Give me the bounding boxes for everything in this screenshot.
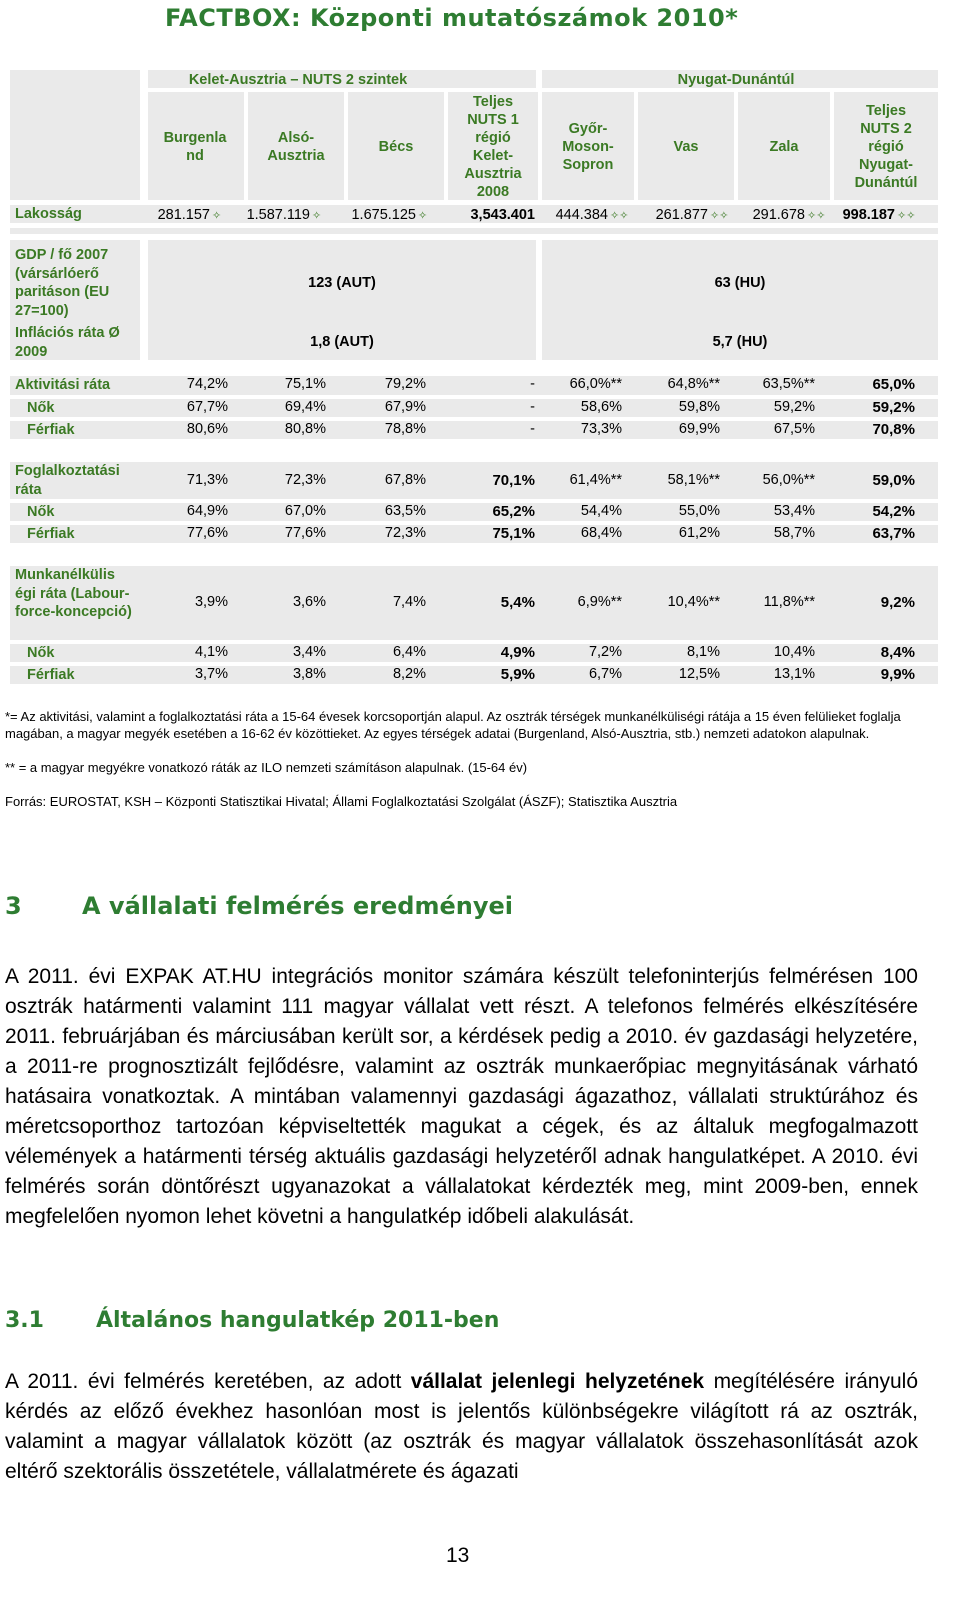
rate-value: 53,4% — [773, 503, 815, 519]
rate-value: 3,9% — [194, 594, 228, 610]
rate-value: 12,5% — [678, 666, 720, 682]
row-label-population: Lakosság — [15, 206, 82, 222]
rate-value: 73,3% — [580, 420, 622, 437]
col-header-nuts2-total: Teljes NUTS 2 régió Nyugat- Dunántúl — [854, 103, 918, 191]
footnote-1: *= Az aktivitási, valamint a foglalkoztatási ráta a 15-64 évesek korcsoportján alapul. Az osztrák térségek munkanélküliségi rátája a 15 éven felülieket foglalja magában, a magyar megyék esetében a 16-62 év közöttieket. Az egyes térségek adatai (Burgenland, Alsó-Ausztria, stb.) nemzeti adatokon alapulnak. — [5, 709, 901, 741]
inflation-hu: 5,7 (HU) — [712, 334, 768, 350]
rate-value: 77,6% — [186, 525, 228, 541]
population-value: 1.587.119 — [246, 207, 310, 223]
population-value: 261.877 — [655, 207, 708, 223]
section-3-title: A vállalati felmérés eredményei — [82, 892, 513, 920]
factbox-title: FACTBOX: Központi mutatószámok 2010* — [165, 4, 739, 32]
row-label: Munkanélkülis égi ráta (Labour-force-koncepció) — [15, 567, 132, 620]
sparkle-icon: ✧ — [212, 210, 222, 222]
rate-value: 75,1% — [492, 525, 535, 542]
section-3-1-title: Általános hangulatkép 2011-ben — [96, 1308, 500, 1333]
sparkle-icon: ✧✧ — [807, 210, 826, 222]
rate-value: 4,1% — [194, 644, 228, 660]
source-note: Forrás: EUROSTAT, KSH – Központi Statisztikai Hivatal; Állami Foglalkoztatási Szolgálat (ÁSZF); Statisztika Ausztria — [5, 794, 678, 809]
rate-value: 64,9% — [186, 503, 228, 519]
rate-value: 66,0%** — [569, 376, 622, 393]
rate-value: 77,6% — [284, 525, 326, 541]
rate-value: 7,4% — [392, 594, 426, 610]
rate-value: 70,8% — [872, 420, 915, 438]
rate-value: 69,4% — [284, 398, 326, 415]
footnote-2: ** = a magyar megyékre vonatkozó ráták az ILO nemzeti számításon alapulnak. (15-64 év) — [5, 760, 528, 775]
rate-value: 56,0%** — [762, 471, 815, 488]
inflation-aut: 1,8 (AUT) — [310, 334, 374, 350]
rate-value: 8,1% — [686, 644, 720, 660]
row-label: Aktivitási ráta — [15, 377, 111, 393]
row-label-sub: Nők — [27, 645, 55, 661]
rate-value: - — [530, 398, 535, 415]
rate-value: 3,6% — [292, 594, 326, 610]
rate-value: 6,7% — [588, 666, 622, 682]
col-header-vas: Vas — [673, 139, 699, 155]
row-label-sub: Férfiak — [27, 667, 75, 683]
population-value: 281.157 — [157, 207, 210, 223]
rate-value: 61,2% — [678, 525, 720, 541]
gdp-hu: 63 (HU) — [714, 275, 766, 291]
section-3-number: 3 — [5, 892, 22, 920]
rate-value: 58,1%** — [667, 471, 720, 488]
rate-value: 6,4% — [392, 644, 426, 660]
row-label-sub: Nők — [27, 399, 55, 416]
rate-value: 8,2% — [392, 666, 426, 682]
rate-value: 4,9% — [500, 644, 535, 661]
rate-value: 13,1% — [773, 666, 815, 682]
rate-value: 64,8%** — [667, 376, 720, 393]
rate-value: 59,2% — [872, 398, 915, 416]
row-label-gdp: GDP / fő 2007 (vársárlóerő paritáson (EU 27=100) — [15, 247, 110, 319]
paragraph-1: A 2011. évi EXPAK AT.HU integrációs monitor számára készült telefoninterjús felmérésen 100 osztrák határmenti valamint 111 magyar vállalat vett részt. A telefonos felmérés elkészítésére 2011. februárjában és márciusában került sor, a kérdések pedig a 2010. év gazdasági helyzetére, a 2011-re prognosztizált fejlődésre, valamint az osztrák munkaerőpiac megnyitásának várható hatásaira vonatkoztak. A mintában valamennyi gazdasági ágazathoz, vállalati struktúrához és méretcsoporthoz tartozóan képviseltették magukat a cégek, és az általuk megfogalmazott vélemények a határmenti térség aktuális gazdasági helyzetéről adnak hangulatképet. A 2010. évi felmérés során döntőrészt ugyanazokat a vállalatokat kérdezték meg, mint 2009-ben, ennek megfelelően nyomon lehet követni a hangulatkép időbeli alakulását. — [5, 965, 918, 1228]
rate-value: 59,2% — [773, 398, 815, 415]
rate-value: 63,5% — [384, 503, 426, 519]
rate-value: 72,3% — [384, 525, 426, 541]
rate-value: 67,9% — [384, 398, 426, 415]
col-header-also-ausztria: Alsó- Ausztria — [267, 130, 325, 164]
rate-value: 80,8% — [284, 420, 326, 437]
population-value: 998.187 — [842, 207, 895, 223]
rate-value: - — [530, 376, 535, 393]
rate-value: 7,2% — [588, 644, 622, 660]
rate-value: 58,6% — [580, 398, 622, 415]
rate-value: 67,5% — [773, 420, 815, 437]
rate-value: 65,0% — [872, 376, 915, 394]
population-value: 3,543.401 — [470, 207, 535, 223]
col-header-burgenland: Burgenla nd — [163, 130, 227, 164]
population-value: 291.678 — [752, 207, 805, 223]
sparkle-icon: ✧ — [312, 210, 322, 222]
rate-value: 10,4%** — [667, 594, 720, 610]
population-value: 444.384 — [555, 207, 608, 223]
rate-value: 8,4% — [880, 644, 915, 661]
rate-value: 3,8% — [292, 666, 326, 682]
col-header-gyor: Győr- Moson- Sopron — [562, 121, 614, 173]
page-number: 13 — [446, 1544, 470, 1567]
row-label-inflation: Inflációs ráta Ø 2009 — [15, 325, 120, 360]
rate-value: 68,4% — [580, 525, 622, 541]
rate-value: 58,7% — [773, 525, 815, 541]
rate-value: 70,1% — [492, 471, 535, 489]
rate-value: 11,8%** — [763, 594, 815, 610]
sparkle-icon: ✧✧ — [710, 210, 729, 222]
rate-value: 54,4% — [580, 503, 622, 519]
rate-value: 71,3% — [186, 471, 228, 488]
rate-value: 79,2% — [384, 376, 426, 393]
sparkle-icon: ✧✧ — [610, 210, 629, 222]
rate-value: 55,0% — [678, 503, 720, 519]
rate-value: 3,4% — [292, 644, 326, 660]
rate-value: 67,7% — [186, 398, 228, 415]
col-header-zala: Zala — [769, 139, 799, 155]
rate-value: 10,4% — [773, 644, 815, 660]
population-value: 1.675.125 — [351, 207, 416, 223]
rate-value: 67,8% — [384, 471, 426, 488]
rate-value: 67,0% — [284, 503, 326, 519]
rate-value: 65,2% — [492, 503, 535, 520]
rate-value: 72,3% — [284, 471, 326, 488]
group-header-west: Nyugat-Dunántúl — [677, 72, 795, 88]
rate-value: 61,4%** — [569, 471, 622, 488]
group-header-east: Kelet-Ausztria – NUTS 2 szintek — [188, 72, 408, 88]
rate-value: 5,9% — [500, 666, 535, 683]
row-label-sub: Nők — [27, 504, 55, 520]
row-label-sub: Férfiak — [27, 526, 75, 542]
rate-value: 9,9% — [880, 666, 915, 683]
section-3-1-number: 3.1 — [5, 1308, 44, 1333]
sparkle-icon: ✧✧ — [897, 210, 916, 222]
rate-value: 6,9%** — [577, 594, 622, 610]
rate-value: 63,7% — [872, 525, 915, 542]
rate-value: 59,0% — [872, 471, 915, 489]
rate-value: - — [530, 420, 535, 437]
rate-value: 80,6% — [186, 420, 228, 437]
col-header-nuts1-total: Teljes NUTS 1 régió Kelet- Ausztria 2008 — [464, 94, 522, 200]
row-label: Foglalkoztatási ráta — [15, 463, 120, 498]
rate-value: 75,1% — [284, 376, 326, 393]
rate-value: 9,2% — [880, 594, 915, 611]
rate-value: 59,8% — [678, 398, 720, 415]
gdp-aut: 123 (AUT) — [308, 275, 376, 291]
rate-value: 3,7% — [194, 666, 228, 682]
rate-value: 69,9% — [678, 420, 720, 437]
rate-value: 78,8% — [384, 420, 426, 437]
paragraph-2: A 2011. évi felmérés keretében, az adott vállalat jelenlegi helyzetének megítélésére irányuló kérdés az előző évekhez hasonlóan most is jelentős különbségekre világított rá az osztrák, valamint a magyar vállalatok között (az osztrák és magyar vállalatok összehasonlítását azok eltérő szektorális összetétele, vállalatmérete és ágazati — [5, 1370, 918, 1483]
row-label-sub: Férfiak — [27, 421, 75, 438]
rate-value: 74,2% — [186, 376, 228, 393]
rate-value: 54,2% — [872, 503, 915, 520]
col-header-becs: Bécs — [378, 139, 414, 155]
sparkle-icon: ✧ — [418, 210, 428, 222]
factbox-table — [10, 70, 958, 690]
rate-value: 5,4% — [500, 594, 535, 611]
rate-value: 63,5%** — [762, 376, 815, 393]
